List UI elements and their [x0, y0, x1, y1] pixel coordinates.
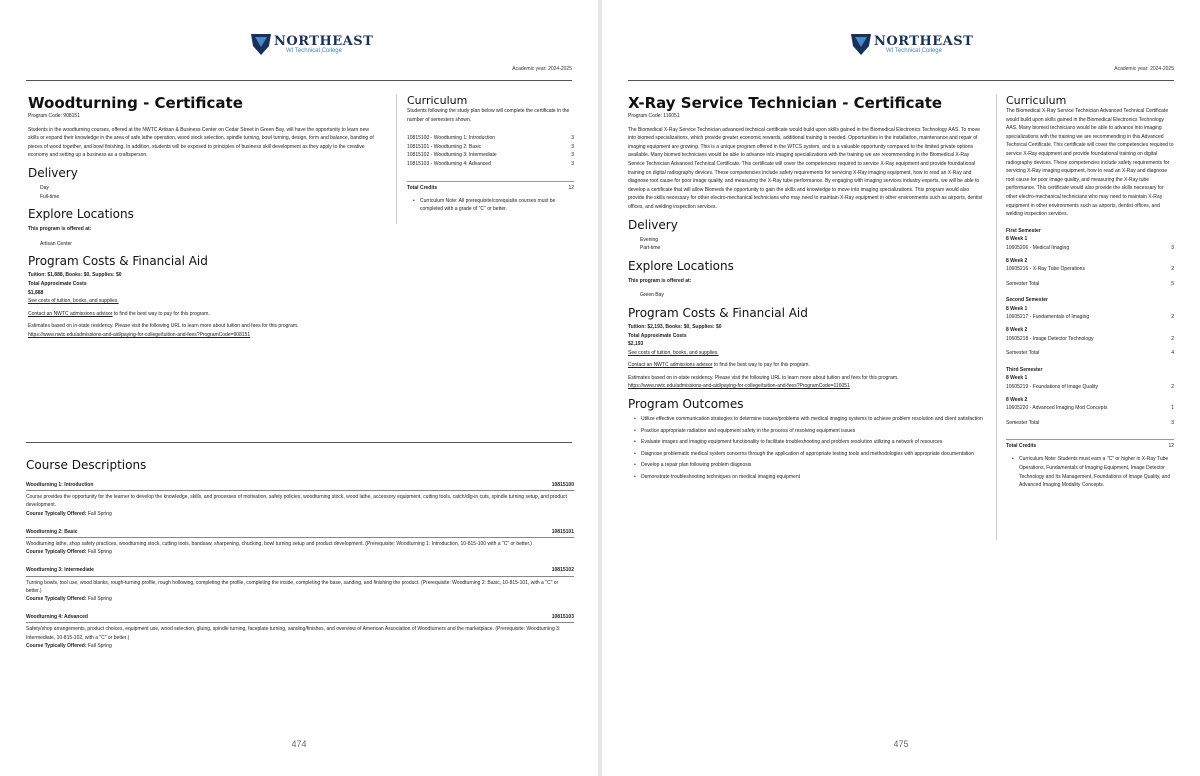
- college-logo: [602, 32, 1200, 60]
- curriculum-heading: Curriculum: [1006, 94, 1067, 107]
- course-name: 10605219 - Foundations of Image Quality: [1006, 384, 1099, 391]
- course-credits: 2: [1171, 384, 1174, 391]
- course-name: 10605218 - Image Detector Technology: [1006, 335, 1094, 342]
- delivery-item: Part-time: [640, 245, 661, 252]
- total-credits-label: Total Credits: [1006, 443, 1037, 450]
- see-costs-link[interactable]: See costs of tuition, books, and supplies.: [28, 298, 119, 305]
- offered-value: Fall Spring: [86, 510, 112, 517]
- course-desc-header: [26, 613, 574, 623]
- logo-name: NORTHEAST: [874, 34, 974, 49]
- delivery-list: [28, 184, 380, 201]
- semester-total-value: 4: [1171, 350, 1174, 357]
- delivery-heading: Delivery: [628, 217, 678, 232]
- course-credits: 3: [571, 160, 574, 167]
- term-label: 8 Week 2: [1006, 396, 1028, 403]
- advisor-link[interactable]: Contact an NWTC admissions advisor: [28, 310, 113, 317]
- offered-value: Fall Spring: [86, 642, 112, 649]
- total-credits-row: [407, 181, 574, 193]
- course-desc-title: Woodturning 3: Intermediate: [26, 567, 94, 574]
- advisor-rest: to find the best way to pay for this program.: [112, 310, 210, 317]
- course-desc-code: 10815102: [551, 567, 574, 574]
- program-code: Program Code: 116051: [628, 113, 680, 119]
- semester-total-label: Semester Total: [1006, 350, 1040, 357]
- semester-total-label: Semester Total: [1006, 419, 1040, 426]
- course-desc-offered: [26, 595, 574, 603]
- course-desc-header: [26, 566, 574, 576]
- locations-heading: Explore Locations: [28, 207, 134, 222]
- total-costs-value: $2,193: [628, 341, 644, 348]
- course-row: [1006, 313, 1174, 322]
- outcome-item: • Diagnose problematic medical system concerns through the application of appropriate testing tools and methodologies with appropriate documentation: [634, 450, 984, 459]
- course-desc-code: 10815100: [551, 482, 574, 488]
- course-row: [1006, 265, 1174, 274]
- course-description-item: [26, 613, 574, 650]
- column-divider: [396, 94, 397, 224]
- course-name: 10815101 - Woodturning 2: Basic: [407, 143, 482, 150]
- term-label: 8 Week 1: [1006, 236, 1028, 243]
- course-row: [407, 143, 574, 152]
- course-row: [1006, 383, 1174, 392]
- curriculum-notes: [407, 197, 574, 214]
- semester-total-value: 5: [1171, 280, 1174, 287]
- delivery-item: Evening: [640, 236, 659, 243]
- program-intro: The Biomedical X-Ray Service Technician advanced technical certificate would build upon skills gained in the Biomedical Electronics Technology AAS. To move into biomed specializations, which provide greater economic rewards, additional training is needed. Opportunities in the installation, maintenance and repair of imaging equipment are growing. This is a unique program offered in the WTCS system, and is a valuable opportunity compared to the limited private options available. Many biomed technicians would be able to advance into imaging specializations with the training we are recommending in the Biomedical X-Ray Service Technician Advanced Technical Certificate. This certificate will cover the competencies required to service X-Ray equipment and provide foundational training on digital radiography devices. These competencies include safety requirements for servicing X-Ray imaging equipment, how to read an X-Ray and diagnose root cause for poor image quality, and measuring the X-Ray tube performance. By engaging with imaging services industry experts, we will be able to develop a certificate that will allow Biomeds the opportunity to gain the skills and knowledge to move into imaging specializations. This program would also provide the skills necessary for other electro-mechanical technicians who may need to maintain X-Ray equipment in other environments such as airports, dentist offices, and welding inspection services.: [628, 126, 983, 210]
- outcome-item: • Demonstrate troubleshooting techniques on medical imaging equipment: [634, 473, 984, 482]
- total-credits-row: [1006, 439, 1174, 451]
- program-code: Program Code: 908151: [28, 113, 80, 119]
- page-number: 474: [291, 739, 307, 749]
- course-row: [407, 134, 574, 143]
- locations-heading: Explore Locations: [628, 258, 734, 273]
- curriculum-intro: The Biomedical X-Ray Service Technician Advanced Technical Certificate would build upon skills gained in the Biomedical Electronics Technology AAS. Many biomed technicians would be able to advance into imaging specializations with the training we are recommending in this Advanced Technical Certificate. This certificate will cover the competencies required to service X-Ray equipment and provide foundational training on digital radiography devices. These competencies include safety requirements for servicing X-Ray imaging equipment, how to read an X-Ray and diagnose root cause for poor image quality, and measuring the X-Ray tube performance. This certificate would also provide the skills necessary for other electro-mechanical technicians who may need to maintain X-Ray equipment in other environments such as airports, dentist offices, and welding inspection services.: [1006, 108, 1174, 218]
- curriculum-note: • Curriculum Note: All prerequisite/corequisite courses must be completed with a grade of "C" or better.: [413, 197, 574, 214]
- course-desc-text: Turning bowls, tool use, wood blanks, rough-turning profile, rough hollowing, completing the profile, completing the inside, completing the base, sanding, and finishing the product. (Prerequisite: Woodturning 2: Basic, 10-815-101, with a "C" or better.): [26, 579, 559, 594]
- delivery-item: Day: [40, 184, 49, 191]
- advisor-line: [628, 361, 984, 370]
- semester-heading: First Semester: [1006, 227, 1041, 234]
- logo-subtitle: WI Technical College: [886, 48, 942, 54]
- outcome-item: • Practice appropriate radiation and equipment safety in the process of resolving equipment issues: [634, 427, 984, 436]
- curriculum-notes: [1006, 455, 1174, 489]
- advisor-line: [28, 310, 380, 319]
- course-desc-offered: [26, 642, 574, 650]
- semester-total-label: Semester Total: [1006, 280, 1040, 287]
- term-label: 8 Week 1: [1006, 305, 1028, 312]
- advisor-rest: to find the best way to pay for this program.: [712, 362, 810, 369]
- tuition-line: Tuition: $1,888, Books: $0, Supplies: $0: [28, 272, 122, 279]
- offered-label: Course Typically Offered:: [26, 642, 87, 649]
- total-costs-label: Total Approximate Costs: [628, 332, 687, 339]
- course-credits: 3: [1171, 244, 1174, 251]
- course-desc-title: Woodturning 4: Advanced: [26, 614, 88, 621]
- course-row: [1006, 335, 1174, 344]
- curriculum-heading: Curriculum: [407, 94, 468, 107]
- page-number: 475: [893, 739, 909, 749]
- tuition-line: Tuition: $2,193, Books: $0, Supplies: $0: [628, 323, 722, 330]
- outcome-item: • Develop a repair plan following problem diagnosis: [634, 461, 984, 470]
- course-desc-code: 10815101: [551, 528, 574, 535]
- curriculum-intro: Students following the study plan below will complete the certificate in the number of semesters shown.: [407, 108, 570, 123]
- course-credits: 1: [1171, 405, 1174, 412]
- costs-heading: Program Costs & Financial Aid: [628, 305, 808, 320]
- program-main-column: [28, 94, 380, 340]
- costs-heading: Program Costs & Financial Aid: [28, 254, 208, 269]
- shield-logo-icon: [250, 32, 272, 56]
- course-desc-text: Safety/shop arrangements, product choices, equipment use, wood selection, gluing, spindle turning, faceplate turning, sanding/finishes, and overview of American Association of Woodturners and the marketplace. (Prerequisite: Woodturning 3: Intermediate, 10-815-102, with a "C" or better.): [26, 626, 561, 641]
- course-credits: 3: [571, 143, 574, 150]
- estimates-text: Estimates based on in-state residency. Please visit the following URL to learn more about tuition and fees for this program.: [628, 374, 899, 381]
- course-desc-text: Woodturning lathe, shop safety practices, woodturning stock, cutting tools, bandsaw, sharpening, chucking, bowl turning setup and product development. (Prerequisite: Woodturning 1: Introduction, 10-815-100 with a "C" or better.): [26, 541, 532, 548]
- semester-total-row: [1006, 280, 1174, 289]
- program-title: X-Ray Service Technician - Certificate: [628, 94, 943, 112]
- course-name: 10605217 - Fundamentals of Imaging: [1006, 314, 1090, 321]
- right-page: [602, 0, 1200, 776]
- course-description-item: [26, 528, 574, 557]
- logo-name: NORTHEAST: [274, 34, 374, 49]
- location-item: Artisan Center: [40, 240, 72, 247]
- advisor-link[interactable]: Contact an NWTC admissions advisor: [628, 362, 713, 369]
- delivery-list: [628, 236, 984, 253]
- semester-total-value: 3: [1171, 419, 1174, 426]
- course-desc-offered: [26, 548, 574, 556]
- course-credits: 2: [1171, 335, 1174, 342]
- course-descriptions: [26, 457, 574, 660]
- shield-logo-icon: [850, 32, 872, 56]
- course-credits: 3: [571, 152, 574, 159]
- semester-heading: Second Semester: [1006, 297, 1048, 304]
- course-name: 10815100 - Woodturning 1: Introduction: [407, 135, 496, 142]
- course-name: 10815103 - Woodturning 4: Advanced: [407, 160, 491, 167]
- course-desc-title: Woodturning 2: Basic: [26, 528, 78, 535]
- header-divider: [26, 80, 572, 81]
- outcome-item: • Evaluate images and imaging equipment functionality to facilitate troubleshooting and problem resolution utilizing a network of resources: [634, 438, 984, 447]
- total-credits-value: 12: [568, 184, 574, 191]
- term-label: 8 Week 2: [1006, 327, 1028, 334]
- section-divider: [26, 442, 572, 443]
- total-credits-label: Total Credits: [407, 184, 438, 191]
- outcomes-list: [628, 415, 984, 482]
- column-divider: [996, 94, 997, 540]
- offered-label: Course Typically Offered:: [26, 510, 87, 517]
- location-item: Green Bay: [640, 292, 664, 299]
- semester-heading: Third Semester: [1006, 366, 1043, 373]
- course-credits: 2: [1171, 314, 1174, 321]
- course-descriptions-heading: Course Descriptions: [26, 458, 147, 472]
- total-costs-label: Total Approximate Costs: [28, 280, 87, 287]
- course-desc-header: [26, 481, 574, 491]
- course-row: [1006, 404, 1174, 413]
- offered-value: Fall Spring: [86, 596, 112, 603]
- tuition-url-link[interactable]: https://www.nwtc.edu/admissions-and-aid/paying-for-college/tuition-and-fees?ProgramCode=908151: [28, 331, 251, 338]
- curriculum-panel: [1006, 94, 1174, 493]
- offered-value: Fall Spring: [86, 549, 112, 556]
- logo-subtitle: WI Technical College: [286, 48, 342, 54]
- course-credits: 2: [1171, 266, 1174, 273]
- course-desc-title: Woodturning 1: Introduction: [26, 482, 94, 488]
- curriculum-panel: [407, 94, 574, 217]
- offered-at-label: This program is offered at:: [28, 226, 92, 233]
- course-name: 10605206 - Medical Imaging: [1006, 244, 1070, 251]
- term-label: 8 Week 2: [1006, 257, 1028, 264]
- course-credits: 3: [571, 135, 574, 142]
- program-intro: Students in the woodturning courses, offered at the NWTC Artisan & Business Center on Cedar Street in Green Bay, will have the opportunity to learn new skills or expand their knowledge in the area of safe lathe operation, wood stock selection, spindle turning, bowl turning, design, form and balance, banding of pieces of wood together, and bowl finishing. In addition, students will be exposed to principles of business skill development as they apply to the creative economy and setting up a business as a craftsperson.: [28, 126, 374, 159]
- semester-total-row: [1006, 419, 1174, 428]
- course-row: [407, 151, 574, 160]
- college-logo: [0, 32, 598, 60]
- delivery-item: Full-time: [40, 193, 60, 200]
- offered-label: Course Typically Offered:: [26, 596, 87, 603]
- course-row: [407, 160, 574, 169]
- academic-year: Academic year: 2024-2025: [512, 66, 572, 72]
- academic-year: Academic year: 2024-2025: [1114, 66, 1174, 72]
- course-desc-header: [26, 528, 574, 538]
- see-costs-link[interactable]: See costs of tuition, books, and supplies.: [628, 349, 719, 356]
- left-page: [0, 0, 598, 776]
- outcome-item: • Utilize effective communication strategies to determine issues/problems with medical imaging systems to achieve problem resolution and client satisfaction: [634, 415, 984, 424]
- total-costs-value: $1,888: [28, 289, 44, 296]
- course-name: 10815102 - Woodturning 3: Intermediate: [407, 152, 497, 159]
- offered-label: Course Typically Offered:: [26, 549, 87, 556]
- curriculum-note: • Curriculum Note: Students must earn a "C" or higher in X-Ray Tube Operations, Fundamentals of Imaging Equipment, Image Detector Technology and Its Management, Foundations of Image Quality, and Advanced Imaging Modality Concepts.: [1012, 455, 1174, 489]
- program-main-column: [628, 94, 984, 485]
- semester-total-row: [1006, 349, 1174, 358]
- course-name: 10605220 - Advanced Imaging Mod Concepts: [1006, 405, 1108, 412]
- course-description-item: [26, 566, 574, 603]
- header-divider: [628, 80, 1174, 81]
- outcomes-heading: Program Outcomes: [628, 397, 744, 412]
- course-description-item: [26, 481, 574, 518]
- estimates-text: Estimates based on in-state residency. Please visit the following URL to learn more about tuition and fees for this program.: [28, 323, 299, 330]
- program-title: Woodturning - Certificate: [28, 94, 243, 112]
- delivery-heading: Delivery: [28, 165, 78, 180]
- course-name: 10605216 - X-Ray Tube Operations: [1006, 266, 1085, 273]
- offered-at-label: This program is offered at:: [628, 277, 692, 284]
- total-credits-value: 12: [1168, 443, 1174, 450]
- course-desc-code: 10815103: [551, 614, 574, 621]
- course-desc-text: Course provides the opportunity for the learner to develop the knowledge, skills, and processes of motivation, safety policies, woodturning stock, wood lathe, accessory equipment, cutting tools, catch/dig-in cuts, spindle turning setup, and product development.: [26, 494, 567, 509]
- term-label: 8 Week 1: [1006, 375, 1028, 382]
- course-desc-offered: [26, 510, 574, 518]
- tuition-url-link[interactable]: https://www.nwtc.edu/admissions-and-aid/paying-for-college/tuition-and-fees?ProgramCode=116051: [628, 383, 850, 390]
- course-row: [1006, 244, 1174, 253]
